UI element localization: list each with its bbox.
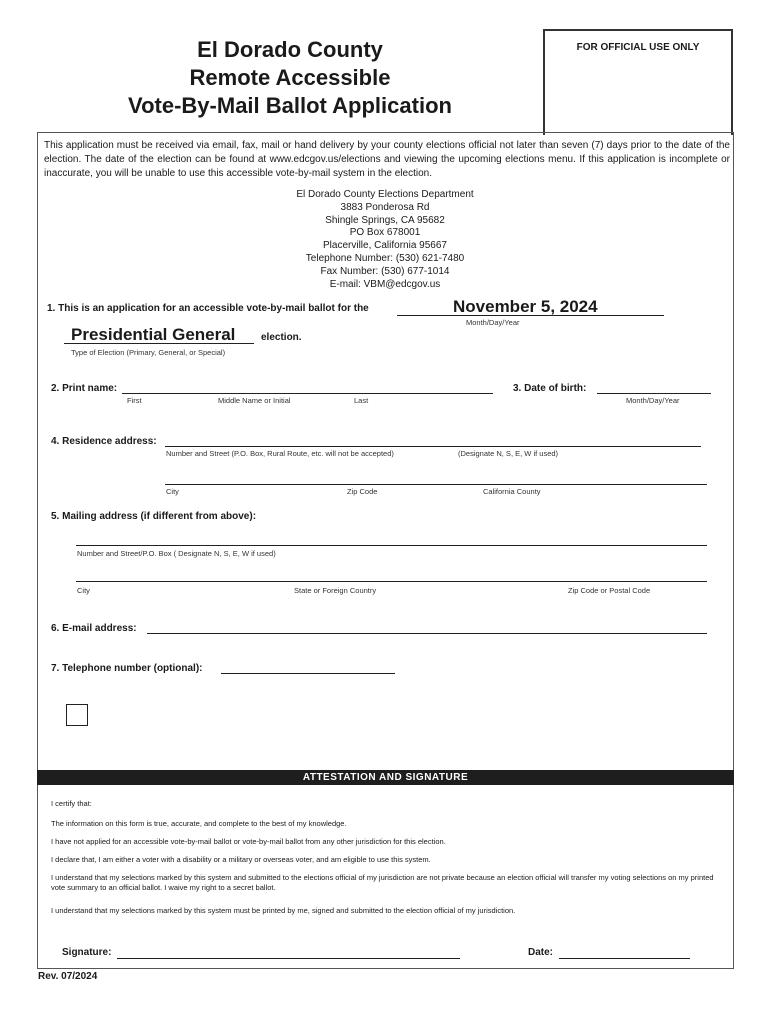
signature-label: Signature: <box>62 947 112 958</box>
signature-field[interactable] <box>117 958 460 959</box>
mailing-state-hint: State or Foreign Country <box>294 586 377 595</box>
name-first-hint: First <box>127 396 142 405</box>
title-line-1: El Dorado County <box>197 37 383 62</box>
office-phone: Telephone Number: (530) 621-7480 <box>305 252 465 264</box>
office-fax: Fax Number: (530) 677-1014 <box>320 265 450 277</box>
mailing-street-hint: Number and Street/P.O. Box ( Designate N, S, E, W if used) <box>77 549 276 558</box>
residence-zip-hint: Zip Code <box>347 487 378 496</box>
residence-designate-hint: (Designate N, S, E, W if used) <box>458 449 559 458</box>
elections-office-address <box>240 189 530 291</box>
residence-city-field[interactable] <box>165 484 707 485</box>
residence-street-hint: Number and Street (P.O. Box, Rural Route, etc. will not be accepted) <box>166 449 394 458</box>
office-po-box: PO Box 678001 <box>349 227 421 239</box>
election-date-value: November 5, 2024 <box>453 297 598 316</box>
date-label: Date: <box>528 947 554 958</box>
official-use-label: FOR OFFICIAL USE ONLY <box>576 42 700 53</box>
name-last-hint: Last <box>354 396 369 405</box>
q2-label: 2. Print name: <box>51 383 118 394</box>
official-use-box <box>543 29 733 135</box>
office-po-city: Placerville, California 95667 <box>323 240 447 252</box>
attestation-line: I understand that my selections marked by this system and submitted to the elections official of my jurisdiction are not private because an election official will transfer my voting selections on my printed vote summary to an official ballot. I waive my right to a secret ballot. <box>51 873 714 892</box>
title-line-3: Vote-By-Mail Ballot Application <box>128 93 452 118</box>
office-city: Shingle Springs, CA 95682 <box>325 214 445 226</box>
intro-paragraph: This application must be received via email, fax, mail or hand delivery by your county elections official not later than seven (7) days prior to the date of the election. The date of the election can be found at www.edcgov.us/elections and viewing the upcoming elections menu. If this application is incomplete or inaccurate, you will be unable to use this accessible vote-by-mail system in the election. <box>44 140 730 179</box>
q6-label: 6. E-mail address: <box>51 623 137 634</box>
election-suffix: election. <box>261 332 302 343</box>
signature-date-field[interactable] <box>559 958 690 959</box>
attestation-line: I declare that, I am either a voter with a disability or a military or overseas voter, and am eligible to use this system. <box>51 855 431 864</box>
checkbox[interactable] <box>66 704 88 726</box>
residence-city-hint: City <box>166 487 179 496</box>
q5-label: 5. Mailing address (if different from above): <box>51 511 257 522</box>
q3-label: 3. Date of birth: <box>513 383 587 394</box>
attestation-line: I have not applied for an accessible vote-by-mail ballot or vote-by-mail ballot from any other jurisdiction for this election. <box>51 837 446 846</box>
attestation-banner: ATTESTATION AND SIGNATURE <box>37 770 734 785</box>
q4-label: 4. Residence address: <box>51 436 157 447</box>
dob-hint: Month/Day/Year <box>626 396 680 405</box>
mailing-street-field[interactable] <box>76 545 707 546</box>
title-line-2: Remote Accessible <box>189 65 391 90</box>
attestation-line: I certify that: <box>51 799 92 808</box>
mailing-city-field[interactable] <box>76 581 707 582</box>
telephone-field[interactable] <box>221 673 395 674</box>
office-email: E-mail: VBM@edcgov.us <box>329 278 441 290</box>
office-street: 3883 Ponderosa Rd <box>340 201 430 213</box>
email-field[interactable] <box>147 633 707 634</box>
form-title <box>40 36 540 120</box>
mailing-city-hint: City <box>77 586 90 595</box>
print-name-field[interactable] <box>122 393 493 394</box>
attestation-line: I understand that my selections marked by this system must be printed by me, signed and submitted to the election official of my jurisdiction. <box>51 906 516 915</box>
q1-label: 1. This is an application for an accessible vote-by-mail ballot for the <box>47 303 369 314</box>
attestation-line: The information on this form is true, accurate, and complete to the best of my knowledge. <box>51 819 347 828</box>
election-type-hint: Type of Election (Primary, General, or Special) <box>71 348 226 357</box>
date-of-birth-field[interactable] <box>597 393 711 394</box>
election-type-value: Presidential General <box>71 325 236 344</box>
mailing-zip-hint: Zip Code or Postal Code <box>568 586 651 595</box>
residence-street-field[interactable] <box>165 446 701 447</box>
revision-label: Rev. 07/2024 <box>38 971 98 982</box>
election-date-hint: Month/Day/Year <box>466 318 520 327</box>
residence-county-hint: California County <box>483 487 541 496</box>
name-middle-hint: Middle Name or Initial <box>218 396 291 405</box>
office-name: El Dorado County Elections Department <box>296 189 474 200</box>
q7-label: 7. Telephone number (optional): <box>51 663 203 674</box>
